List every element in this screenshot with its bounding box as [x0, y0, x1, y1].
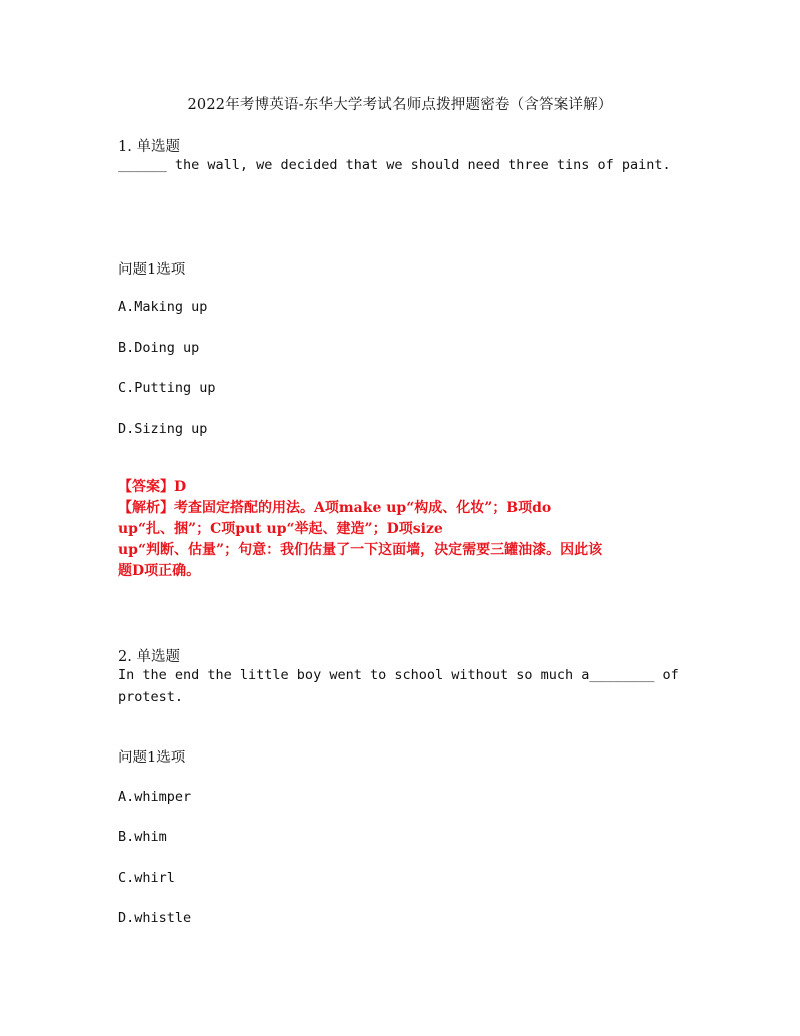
question-1-option-d: D.Sizing up	[118, 421, 208, 437]
question-2-option-b: B.whim	[118, 829, 167, 845]
document-title: 2022年考博英语-东华大学考试名师点拨押题密卷（含答案详解）	[187, 97, 613, 113]
question-2-options-label: 问题1选项	[118, 750, 186, 766]
question-1-stem: ______ the wall, we decided that we should need three tins of paint.	[118, 157, 671, 173]
question-1-options-label: 问题1选项	[118, 262, 186, 278]
question-2-option-c: C.whirl	[118, 870, 175, 886]
question-1-analysis-line-2: up“扎、捆”；C项put up“举起、建造”；D项size	[118, 521, 443, 537]
question-2-option-a: A.whimper	[118, 789, 192, 805]
question-1-analysis-line-1: 【解析】考查固定搭配的用法。A项make up“构成、化妆”；B项do	[118, 500, 552, 516]
question-2-stem-line-1: In the end the little boy went to school without so much a________ of	[118, 667, 679, 683]
question-1-analysis-line-4: 题D项正确。	[118, 563, 201, 579]
question-1-header: 1. 单选题	[118, 139, 180, 155]
question-1-answer-block	[118, 477, 678, 582]
question-2-stem	[118, 664, 678, 708]
question-1-answer: 【答案】D	[118, 479, 187, 495]
question-1-option-c: C.Putting up	[118, 380, 216, 396]
question-2-stem-line-2: protest.	[118, 689, 184, 705]
question-1-analysis-line-3: up“判断、估量”；句意：我们估量了一下这面墙，决定需要三罐油漆。因此该	[118, 542, 603, 558]
question-2-header: 2. 单选题	[118, 649, 180, 665]
question-2-option-d: D.whistle	[118, 910, 192, 926]
question-1-option-a: A.Making up	[118, 299, 208, 315]
question-1-option-b: B.Doing up	[118, 340, 200, 356]
